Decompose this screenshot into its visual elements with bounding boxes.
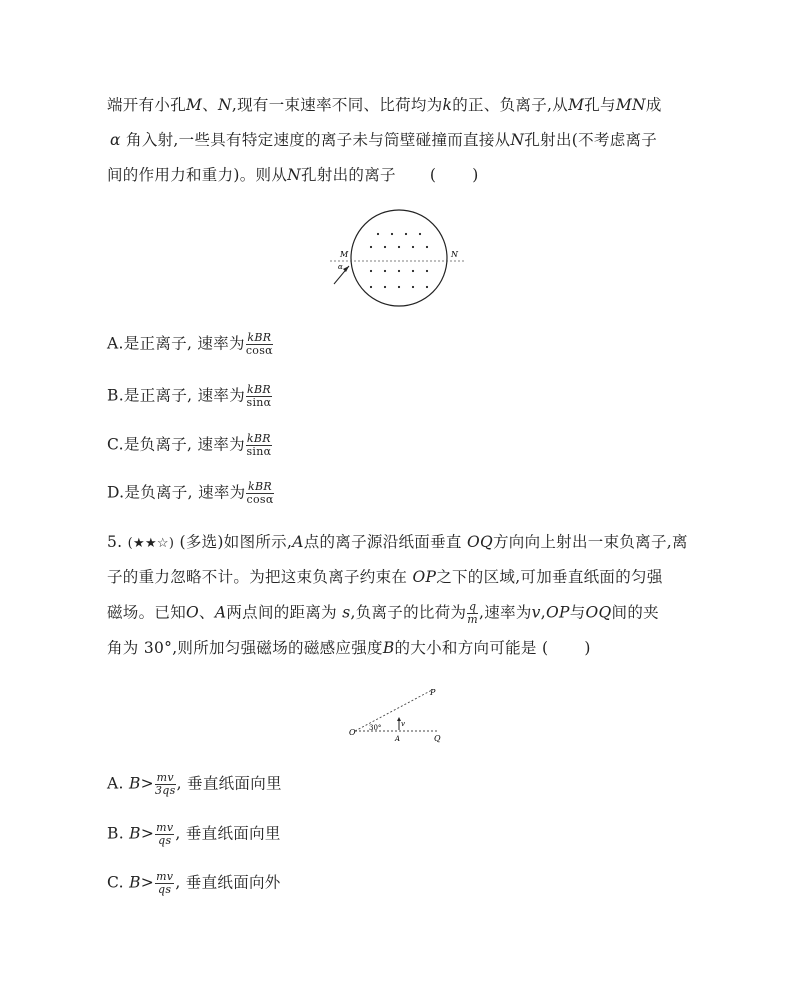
q5-stem-line-2: [107, 567, 663, 587]
fraction: [155, 772, 176, 797]
q4-option-A[interactable]: A.是正离子, 速率为 $\frac{\text{kBR}}{\cos\alpha}$: [107, 331, 273, 357]
symbol-B: B: [129, 873, 141, 892]
q5-stem-line-4: [107, 638, 591, 658]
answer-paren-open: (: [429, 166, 437, 184]
text-run: 之下的区域,可加垂直纸面的匀强: [436, 568, 663, 586]
option-text: 是负离子: [124, 483, 188, 502]
fraction-numerator: q: [468, 600, 477, 613]
text-run: 孔与: [584, 96, 616, 114]
option-text: 是正离子: [123, 386, 188, 405]
label-OP: OP: [545, 603, 570, 622]
cylinder-circle: [351, 210, 447, 306]
answer-paren-close: ): [472, 166, 479, 184]
option-text: 是正离子: [123, 334, 187, 353]
option-direction: 垂直纸面向里: [187, 774, 282, 793]
q4-figure-cylinder: [320, 205, 480, 315]
text-run: 速率为: [484, 603, 532, 622]
label-O: O: [186, 603, 200, 622]
fraction-denominator: qs: [158, 883, 172, 896]
label-MN: MN: [615, 96, 646, 114]
q5-figure-angle: [345, 684, 455, 746]
text-run: 现有一束速率不同、比荷均为: [237, 96, 443, 114]
label-N: N: [287, 166, 302, 184]
fraction-numerator: kBR: [247, 383, 271, 396]
question-tag: (多选): [179, 533, 224, 551]
symbol-v: v: [531, 603, 541, 622]
symbol-k: k: [442, 96, 453, 114]
label-A: A: [292, 533, 304, 551]
q5-stem-line-3: 磁场。已知O、A两点间的距离为 s,负离子的比荷为 $\frac{q}{m}$ ,速率为v,OP与OQ间的夹: [107, 600, 659, 626]
label-N: N: [510, 131, 525, 149]
text-run: 孔射出的离子: [301, 166, 396, 184]
option-letter: B.: [107, 386, 124, 405]
answer-paren-close: ): [584, 639, 591, 657]
symbol-s: s: [342, 603, 351, 622]
symbol-B: B: [129, 824, 141, 843]
label-N: N: [218, 96, 232, 114]
question-number: 5.: [107, 533, 123, 551]
label-M: M: [568, 96, 585, 114]
option-letter: C.: [107, 435, 124, 454]
fraction: [246, 332, 273, 357]
option-rate-label: 速率为: [198, 483, 246, 502]
text-run: 孔射出(不考虑离子: [524, 131, 658, 149]
text-run: 、: [202, 96, 218, 114]
symbol-B: B: [128, 774, 141, 793]
q5-option-B[interactable]: B. B> $\frac{mv}{qs}$ , 垂直纸面向里: [107, 821, 281, 847]
option-direction: 垂直纸面向里: [185, 824, 281, 843]
q4-stem-line-1: 端开有小孔M、N,现有一束速率不同、比荷均为k的正、负离子,从M孔与MN成: [107, 96, 662, 114]
text-run: 从: [552, 96, 569, 114]
fraction-denominator: sinα: [246, 445, 272, 458]
incident-arrowhead: [343, 266, 349, 272]
figure-label-O: O: [349, 728, 356, 737]
magnetic-field-dots: [370, 233, 428, 288]
option-letter: C.: [107, 873, 124, 892]
option-direction: 垂直纸面向外: [185, 873, 281, 892]
label-A: A: [214, 603, 227, 622]
figure-label-alpha: α: [338, 263, 343, 271]
q4-option-D[interactable]: D.是负离子, 速率为 $\frac{\text{kBR}}{\cos\alpha}$: [107, 480, 274, 506]
figure-label-P: P: [430, 688, 436, 697]
figure-label-N: N: [451, 250, 458, 259]
text-run: 角为 30°,则所加匀强磁场的磁感应强度: [107, 639, 383, 657]
fraction-numerator: kBR: [246, 432, 271, 445]
comparison-sign: >: [140, 873, 155, 892]
difficulty-stars: (★★☆): [127, 536, 175, 551]
fraction-denominator: qs: [158, 834, 172, 847]
fraction: [246, 384, 272, 409]
figure-label-v: v: [401, 720, 405, 728]
fraction: [246, 433, 272, 458]
text-run: 方向向上射出一束负离子,离: [492, 533, 688, 551]
q4-option-B[interactable]: B.是正离子, 速率为 $\frac{\text{kBR}}{\sin\alpha}$: [107, 383, 272, 409]
text-run: 点的离子源沿纸面垂直: [303, 533, 462, 551]
text-run: 如图所示,: [223, 533, 293, 551]
fraction-numerator: mv: [156, 870, 174, 883]
fraction-numerator: mv: [156, 771, 174, 784]
text-run: 、: [199, 603, 215, 622]
option-rate-label: 速率为: [197, 334, 245, 353]
option-rate-label: 速率为: [197, 386, 245, 405]
text-run: 负离子的比荷为: [355, 603, 467, 622]
fraction-denominator: cosα: [246, 493, 274, 506]
fraction-denominator: cosα: [245, 344, 273, 357]
charge-mass-fraction: [467, 601, 478, 626]
text-run: 间的作用力和重力)。则从: [107, 166, 288, 184]
figure-label-A: A: [395, 735, 401, 743]
q4-stem-line-2: α 角入射,一些具有特定速度的离子未与筒壁碰撞而直接从N孔射出(不考虑离子: [110, 131, 658, 149]
option-letter: B.: [107, 824, 124, 843]
answer-paren-open: (: [541, 639, 549, 657]
fraction-numerator: kBR: [247, 331, 272, 344]
text-run: 角入射: [126, 131, 174, 149]
text-run: 端开有小孔: [107, 96, 187, 114]
text-run: 一些具有特定速度的离子未与筒壁碰撞而直接从: [178, 131, 511, 149]
fraction-denominator: 3qs: [154, 784, 176, 797]
label-OQ: OQ: [585, 603, 612, 622]
q4-option-C[interactable]: C.是负离子, 速率为 $\frac{\text{kBR}}{\sin\alpha}$: [107, 432, 272, 458]
symbol-alpha: α: [110, 131, 121, 149]
option-letter: D.: [107, 483, 125, 502]
fraction-numerator: kBR: [248, 480, 272, 493]
fraction-numerator: mv: [156, 821, 174, 834]
fraction-denominator: sinα: [246, 396, 272, 409]
text-run: 子的重力忽略不计。为把这束负离子约束在: [107, 568, 408, 586]
label-OQ: OQ: [466, 533, 493, 551]
comparison-sign: >: [140, 824, 155, 843]
text-run: 成: [645, 96, 662, 114]
label-OP: OP: [412, 568, 437, 586]
fraction-denominator: m: [467, 613, 479, 626]
fraction: [155, 871, 174, 896]
option-text: 是负离子: [123, 435, 188, 454]
text-run: 与: [569, 603, 586, 622]
text-run: 的正、负离子: [452, 96, 548, 114]
text-run: 磁场。已知: [107, 603, 187, 622]
symbol-B: B: [382, 639, 395, 657]
option-letter: A.: [107, 774, 124, 793]
option-rate-label: 速率为: [197, 435, 245, 454]
text-run: 的大小和方向可能是: [394, 639, 537, 657]
figure-label-M: M: [340, 250, 349, 259]
figure-label-Q: Q: [434, 734, 441, 743]
q4-stem-line-3: [107, 165, 479, 185]
q5-option-C[interactable]: C. B> $\frac{mv}{qs}$ , 垂直纸面向外: [107, 870, 281, 896]
fraction: [246, 481, 273, 506]
text-run: 间的夹: [611, 603, 659, 622]
q5-stem-line-1: [107, 532, 688, 554]
text-run: 两点间的距离为: [226, 603, 337, 622]
fraction: [155, 822, 174, 847]
label-M: M: [186, 96, 203, 114]
figure-label-angle: 30°: [369, 724, 382, 732]
ray-OP: [355, 690, 432, 731]
comparison-sign: >: [140, 774, 154, 793]
q5-option-A[interactable]: A. B> $\frac{mv}{3qs}$ , 垂直纸面向里: [107, 771, 282, 797]
option-letter: A.: [107, 334, 124, 353]
